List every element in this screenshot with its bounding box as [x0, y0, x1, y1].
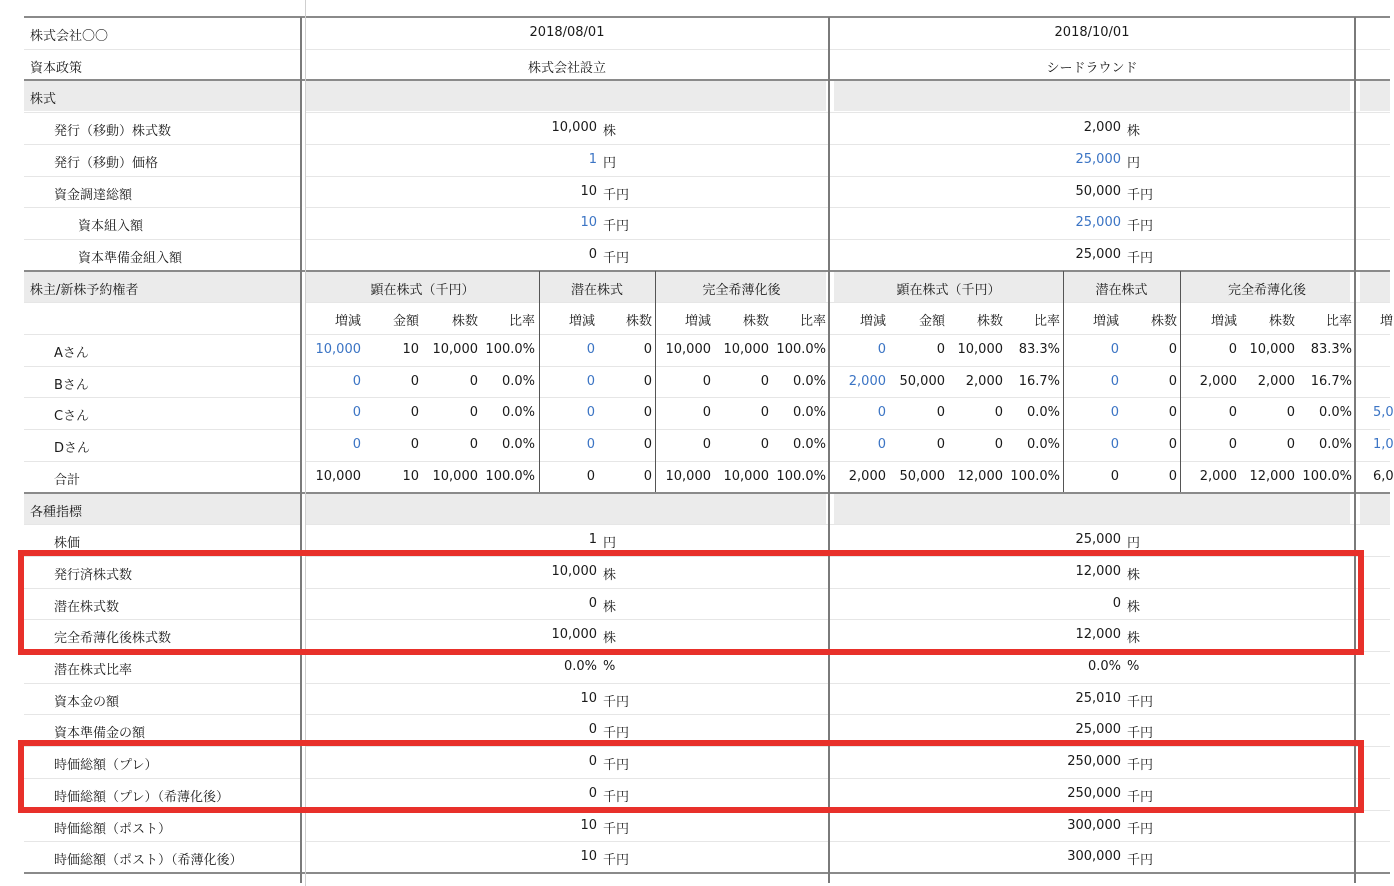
holder-cell: 50,000 — [899, 373, 945, 389]
metric-label: 時価総額（ポスト）（希薄化後） — [54, 853, 243, 869]
holder-cell: 0 — [410, 373, 419, 389]
holder-cell: 0 — [410, 437, 419, 453]
shares-row-label: 発行（移動）株式数 — [54, 124, 172, 140]
holder-cell[interactable]: 0 — [1110, 342, 1119, 357]
row-divider — [306, 176, 1390, 177]
holder-cell: 0 — [1286, 437, 1295, 453]
holder-cell: 100.0% — [485, 468, 535, 484]
section-bg — [834, 494, 1350, 524]
holder-cell: 16.7% — [1310, 373, 1352, 389]
sub-header: 株数 — [742, 314, 769, 330]
holder-cell: 0 — [1168, 373, 1177, 389]
row-divider — [306, 366, 1390, 367]
sub-header: 増減 — [334, 314, 361, 330]
row-divider — [24, 397, 301, 398]
unit-label: 千円 — [1127, 694, 1154, 710]
value-cell[interactable]: 10,000 — [551, 627, 597, 643]
section-title-holders: 株主/新株予約権者 — [30, 282, 139, 298]
row-divider — [306, 207, 1390, 208]
section-title-shares: 株式 — [30, 92, 57, 108]
holder-cell[interactable]: 0 — [1110, 373, 1119, 389]
holder-cell: 0 — [994, 405, 1003, 421]
row-divider — [24, 144, 301, 145]
holder-cell: 100.0% — [776, 468, 826, 484]
row-divider — [24, 714, 301, 715]
holder-cell: 0 — [1228, 405, 1237, 421]
shares-row-label: 資本組入額 — [78, 219, 144, 235]
holder-cell: 50,000 — [899, 468, 945, 484]
section-divider — [24, 16, 1390, 18]
metric-label: 時価総額（プレ） — [54, 758, 158, 774]
holder-cell: 0.0% — [501, 437, 535, 453]
holder-name: Aさん — [54, 346, 89, 361]
holder-cell: 2,000 — [1199, 468, 1237, 484]
holder-cell: 0.0% — [1318, 405, 1352, 421]
value-cell[interactable]: 25,000 — [1075, 532, 1121, 548]
holder-cell: 2,000 — [965, 373, 1003, 389]
row-divider — [24, 683, 301, 684]
row-divider — [306, 334, 1390, 335]
unit-label: 千円 — [1127, 219, 1154, 235]
holder-cell[interactable]: 0 — [352, 405, 361, 421]
sub-header: 増減 — [1092, 314, 1119, 330]
sub-header: 株数 — [451, 314, 478, 330]
value-cell[interactable]: 10 — [580, 215, 597, 231]
holder-cell: 0.0% — [501, 405, 535, 421]
sub-header-edge: 増 — [1380, 314, 1394, 330]
row-divider — [306, 302, 1390, 303]
holder-name: Bさん — [54, 377, 89, 393]
row-divider — [24, 429, 301, 430]
value-cell[interactable]: 12,000 — [1075, 627, 1121, 643]
company-name: 株式会社〇〇 — [30, 29, 109, 44]
highlight-box — [18, 550, 1364, 655]
section-divider — [24, 492, 1390, 494]
value-cell[interactable]: 0 — [588, 722, 597, 738]
unit-label: % — [1127, 659, 1140, 674]
holder-cell: 0 — [702, 405, 711, 421]
value-cell[interactable]: 0 — [588, 785, 597, 801]
section-bg — [24, 81, 301, 111]
holder-cell: 0.0% — [1026, 405, 1060, 421]
holder-cell: 0 — [936, 405, 945, 421]
value-cell[interactable]: 1 — [588, 151, 597, 167]
holder-cell: 2,000 — [1199, 373, 1237, 389]
unit-label: 株 — [1127, 567, 1141, 583]
sub-header: 増減 — [1210, 314, 1237, 330]
holder-cell: 16.7% — [1018, 373, 1060, 389]
holder-cell: 0.0% — [792, 437, 826, 453]
value-cell[interactable]: 50,000 — [1075, 183, 1121, 199]
row-divider — [306, 49, 1390, 50]
holder-cell: 0.0% — [792, 405, 826, 421]
unit-label: 株 — [1127, 124, 1141, 140]
holder-cell[interactable]: 0 — [586, 405, 595, 421]
row-divider — [306, 841, 1390, 842]
unit-label: 千円 — [603, 821, 630, 837]
value-cell[interactable]: 2,000 — [1083, 120, 1121, 136]
value-cell[interactable]: 10 — [580, 183, 597, 199]
round-date: 2018/10/01 — [1054, 25, 1130, 40]
unit-label: 株 — [603, 124, 617, 140]
section-divider — [24, 79, 1390, 81]
holder-cell-edge: 5,0 — [1373, 405, 1394, 421]
holder-cell: 0 — [469, 405, 478, 421]
group-header: 潜在株式 — [570, 282, 623, 298]
sub-header: 金額 — [392, 314, 419, 330]
unit-label: 千円 — [1127, 187, 1154, 203]
unit-label: 千円 — [603, 694, 630, 710]
holder-cell: 0 — [936, 437, 945, 453]
group-header: 完全希薄化後 — [1227, 282, 1306, 298]
sub-header: 株数 — [976, 314, 1003, 330]
value-cell[interactable]: 25,000 — [1075, 215, 1121, 231]
sub-header: 比率 — [1325, 314, 1352, 330]
holder-cell: 10,000 — [432, 342, 478, 357]
unit-label: 千円 — [1127, 758, 1154, 774]
holder-cell: 0 — [586, 468, 595, 484]
holder-cell[interactable]: 0 — [1110, 437, 1119, 453]
holder-cell: 0 — [643, 373, 652, 389]
sub-header: 金額 — [918, 314, 945, 330]
value-cell[interactable]: 0 — [588, 595, 597, 611]
value-cell[interactable]: 25,000 — [1075, 246, 1121, 262]
unit-label: 千円 — [603, 187, 630, 203]
section-divider — [24, 872, 1390, 874]
shares-row-label: 資本準備金組入額 — [78, 250, 183, 266]
value-cell[interactable]: 250,000 — [1067, 785, 1121, 801]
holder-name: Cさん — [54, 409, 90, 425]
metric-label: 時価総額（ポスト） — [54, 821, 172, 837]
value-cell[interactable]: 300,000 — [1067, 817, 1121, 833]
metric-label: 潜在株式比率 — [54, 663, 133, 678]
unit-label: 千円 — [1127, 250, 1154, 266]
holder-cell[interactable]: 0 — [877, 342, 886, 357]
section-title-metrics: 各種指標 — [30, 504, 83, 520]
holder-cell: 10,000 — [315, 468, 361, 484]
row-divider — [24, 176, 301, 177]
value-cell[interactable]: 10 — [580, 849, 597, 865]
metric-label: 発行済株式数 — [54, 567, 133, 583]
value-cell[interactable]: 300,000 — [1067, 849, 1121, 865]
unit-label: 千円 — [603, 853, 630, 869]
holder-cell: 0 — [994, 437, 1003, 453]
holder-cell: 0 — [1286, 405, 1295, 421]
holder-cell: 0 — [702, 437, 711, 453]
section-bg — [306, 494, 826, 524]
holder-cell[interactable]: 0 — [1110, 405, 1119, 421]
holder-cell[interactable]: 0 — [877, 437, 886, 453]
round-name: 株式会社設立 — [527, 60, 606, 76]
section-bg — [1360, 81, 1390, 111]
metric-label: 株価 — [54, 536, 81, 552]
sub-header: 株数 — [1150, 314, 1177, 330]
row-divider — [24, 112, 301, 113]
shares-row-label: 資金調達総額 — [54, 187, 133, 203]
unit-label: 株 — [603, 631, 617, 647]
group-header: 潜在株式 — [1095, 282, 1148, 298]
unit-label: 千円 — [1127, 726, 1154, 742]
row-divider — [24, 334, 301, 335]
holder-cell: 0.0% — [792, 373, 826, 389]
holder-cell: 0 — [936, 342, 945, 357]
holder-cell: 100.0% — [1302, 468, 1352, 484]
holder-cell-edge: 6,0 — [1373, 468, 1394, 484]
metric-label: 資本金の額 — [54, 694, 120, 710]
row-divider — [306, 461, 1390, 462]
holder-cell: 0.0% — [1026, 437, 1060, 453]
holder-cell: 0 — [469, 437, 478, 453]
sub-header: 増減 — [568, 314, 595, 330]
unit-label: 円 — [1127, 155, 1141, 171]
section-divider — [24, 270, 1390, 272]
holder-cell: 83.3% — [1018, 342, 1060, 357]
unit-label: 千円 — [603, 726, 630, 742]
round-date: 2018/08/01 — [529, 25, 605, 40]
holder-cell[interactable]: 2,000 — [848, 373, 886, 389]
group-header: 顕在株式（千円） — [370, 282, 475, 298]
unit-label: 円 — [603, 536, 617, 552]
unit-label: 円 — [603, 155, 617, 171]
holder-cell: 83.3% — [1310, 342, 1352, 357]
row-divider — [306, 239, 1390, 240]
row-divider — [24, 239, 301, 240]
row-divider — [306, 144, 1390, 145]
holder-cell: 10,000 — [432, 468, 478, 484]
holder-cell: 0 — [643, 342, 652, 357]
holder-cell[interactable]: 0 — [586, 342, 595, 357]
row-divider — [24, 49, 301, 50]
holder-cell: 0.0% — [1318, 437, 1352, 453]
unit-label: 株 — [603, 599, 617, 615]
metric-label: 時価総額（プレ）（希薄化後） — [54, 789, 229, 805]
row-divider — [306, 429, 1390, 430]
holder-name: 合計 — [54, 472, 81, 488]
unit-label: 千円 — [1127, 789, 1154, 805]
holder-cell[interactable]: 10,000 — [315, 342, 361, 357]
value-cell[interactable]: 0 — [588, 754, 597, 770]
sub-header: 株数 — [625, 314, 652, 330]
holder-name: Dさん — [54, 441, 91, 457]
holder-cell: 12,000 — [1249, 468, 1295, 484]
holder-cell: 100.0% — [1010, 468, 1060, 484]
value-cell[interactable]: 25,000 — [1075, 722, 1121, 738]
value-cell[interactable]: 25,000 — [1075, 151, 1121, 167]
section-bg — [834, 81, 1350, 111]
row-divider — [24, 461, 301, 462]
holder-cell: 0 — [1168, 342, 1177, 357]
value-cell[interactable]: 10 — [580, 690, 597, 706]
value-cell[interactable]: 0.0% — [563, 659, 597, 674]
holder-cell: 0 — [469, 373, 478, 389]
unit-label: 株 — [1127, 599, 1141, 615]
row-divider — [306, 524, 1390, 525]
unit-label: 千円 — [1127, 821, 1154, 837]
value-cell[interactable]: 0 — [1112, 595, 1121, 611]
group-header: 顕在株式（千円） — [896, 282, 1001, 298]
group-header: 完全希薄化後 — [702, 282, 781, 298]
holder-cell: 12,000 — [957, 468, 1003, 484]
holder-cell: 0 — [1168, 468, 1177, 484]
holder-cell: 0 — [1168, 437, 1177, 453]
holder-cell: 10 — [402, 468, 419, 484]
row-divider — [306, 112, 1390, 113]
unit-label: 千円 — [603, 219, 630, 235]
holder-cell: 10,000 — [665, 342, 711, 357]
holder-cell: 10,000 — [957, 342, 1003, 357]
holder-cell: 10,000 — [723, 342, 769, 357]
value-cell[interactable]: 250,000 — [1067, 754, 1121, 770]
row-divider — [306, 683, 1390, 684]
unit-label: 円 — [1127, 536, 1141, 552]
row-divider — [24, 366, 301, 367]
value-cell[interactable]: 10,000 — [551, 563, 597, 579]
section-bg — [1360, 494, 1390, 524]
row-divider — [24, 841, 301, 842]
holder-cell: 10,000 — [665, 468, 711, 484]
unit-label: 千円 — [603, 758, 630, 774]
holder-cell: 2,000 — [1257, 373, 1295, 389]
holder-cell: 0 — [643, 437, 652, 453]
sub-header: 比率 — [799, 314, 826, 330]
holder-cell: 0 — [702, 373, 711, 389]
unit-label: % — [603, 659, 616, 674]
holder-cell: 0.0% — [501, 373, 535, 389]
holder-cell[interactable]: 0 — [352, 373, 361, 389]
holder-cell: 10,000 — [1249, 342, 1295, 357]
section-bg — [306, 81, 826, 111]
row-divider — [24, 207, 301, 208]
sub-header: 増減 — [859, 314, 886, 330]
holder-cell[interactable]: 0 — [586, 437, 595, 453]
holder-cell: 0 — [760, 405, 769, 421]
holder-cell: 0 — [760, 373, 769, 389]
holder-cell: 0 — [643, 405, 652, 421]
holder-cell[interactable]: 0 — [586, 373, 595, 389]
row-divider — [306, 397, 1390, 398]
metric-label: 資本準備金の額 — [54, 726, 146, 742]
holder-cell: 0 — [1110, 468, 1119, 484]
sub-header: 比率 — [1033, 314, 1060, 330]
holder-cell: 100.0% — [485, 342, 535, 357]
holder-cell: 0 — [1168, 405, 1177, 421]
holder-cell: 100.0% — [776, 342, 826, 357]
sub-header: 株数 — [1268, 314, 1295, 330]
value-cell[interactable]: 1 — [588, 532, 597, 548]
row-divider — [306, 714, 1390, 715]
holder-cell: 10,000 — [723, 468, 769, 484]
value-cell[interactable]: 10 — [580, 817, 597, 833]
unit-label: 株 — [1127, 631, 1141, 647]
value-cell[interactable]: 25,010 — [1075, 690, 1121, 706]
unit-label: 千円 — [603, 789, 630, 805]
holder-cell[interactable]: 0 — [352, 437, 361, 453]
value-cell[interactable]: 0 — [588, 246, 597, 262]
unit-label: 株 — [603, 567, 617, 583]
value-cell[interactable]: 0.0% — [1087, 659, 1121, 674]
holder-cell[interactable]: 0 — [877, 405, 886, 421]
holder-cell: 0 — [760, 437, 769, 453]
policy-label: 資本政策 — [30, 60, 83, 76]
round-name: シードラウンド — [1046, 60, 1138, 76]
row-divider — [24, 524, 301, 525]
holder-cell: 0 — [1228, 342, 1237, 357]
holder-cell: 0 — [1228, 437, 1237, 453]
metric-label: 潜在株式数 — [54, 599, 120, 615]
sub-header: 比率 — [508, 314, 535, 330]
holder-cell-edge: 1,0 — [1373, 437, 1394, 453]
holder-cell: 10 — [402, 342, 419, 357]
shares-row-label: 発行（移動）価格 — [54, 155, 159, 171]
unit-label: 千円 — [1127, 853, 1154, 869]
holder-cell: 0 — [643, 468, 652, 484]
sub-header: 増減 — [684, 314, 711, 330]
value-cell[interactable]: 10,000 — [551, 120, 597, 136]
metric-label: 完全希薄化後株式数 — [54, 631, 172, 647]
highlight-box — [18, 740, 1364, 813]
section-bg — [1360, 272, 1390, 302]
value-cell[interactable]: 12,000 — [1075, 563, 1121, 579]
holder-cell: 0 — [410, 405, 419, 421]
holder-cell: 2,000 — [848, 468, 886, 484]
row-divider — [24, 302, 301, 303]
unit-label: 千円 — [603, 250, 630, 266]
